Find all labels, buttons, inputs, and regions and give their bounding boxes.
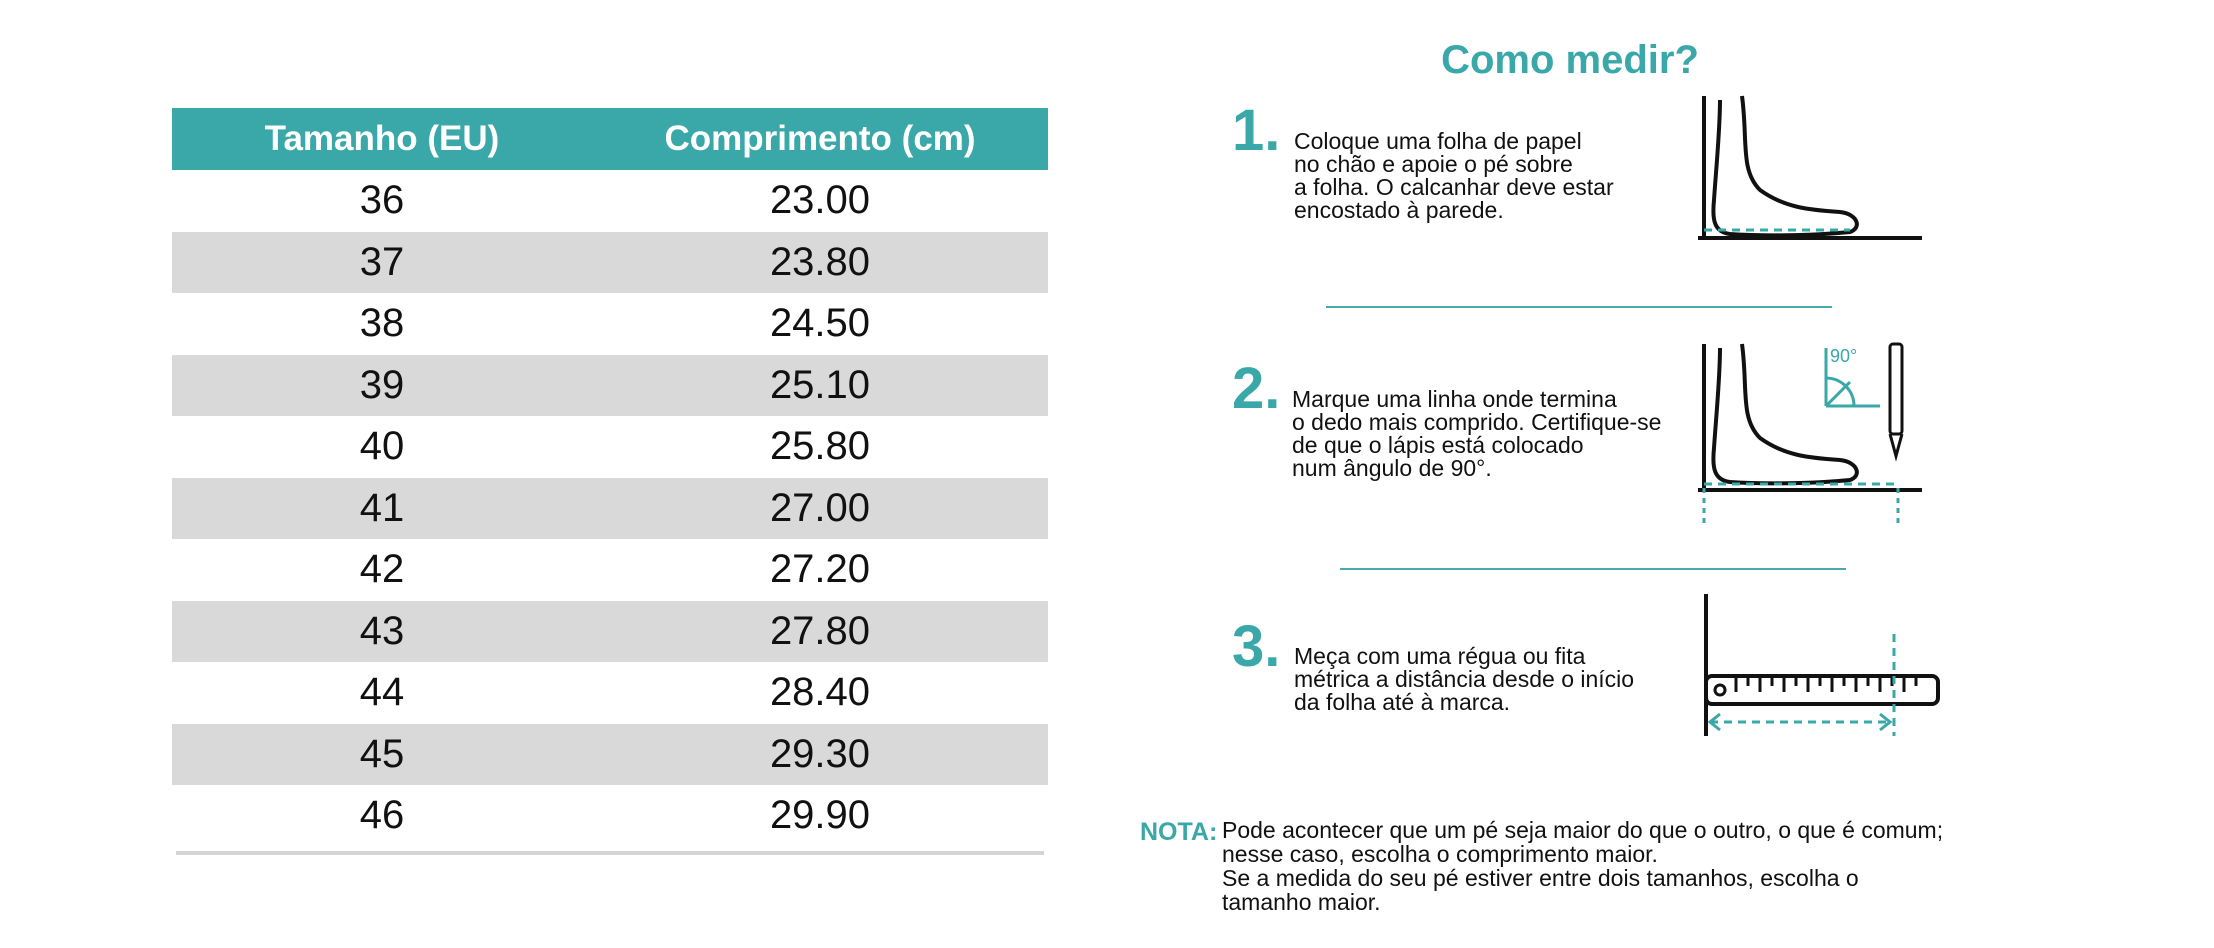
table-row — [172, 293, 1048, 355]
size-cell: 36 — [359, 178, 405, 223]
note-text: Pode acontecer que um pé seja maior do que o outro, o que é comum; nesse caso, escolha o comprimento maior. Se a medida do seu pé estiver entre dois tamanhos, escolha o tamanho maior. — [1222, 817, 1944, 915]
size-cell: 45 — [359, 731, 405, 776]
header-length: Comprimento (cm) — [664, 119, 976, 158]
length-cell: 28.40 — [769, 670, 871, 715]
table-row — [172, 355, 1048, 417]
step-1-text: Coloque uma folha de papel no chão e apoie o pé sobre a folha. O calcanhar deve estar encostado à parede. — [1294, 128, 1614, 223]
foot-against-wall-illustration — [1690, 90, 1930, 250]
length-cell: 27.00 — [769, 485, 871, 530]
size-cell: 37 — [359, 239, 405, 284]
size-cell: 40 — [359, 424, 405, 469]
table-bottom-rule — [176, 851, 1044, 855]
length-cell: 23.80 — [769, 239, 871, 284]
length-cell: 25.10 — [769, 362, 871, 407]
table-row — [172, 232, 1048, 294]
table-row — [172, 478, 1048, 540]
how-to-measure-title: Como medir? — [1441, 38, 1699, 82]
length-cell: 23.00 — [769, 178, 871, 223]
table-row — [172, 170, 1048, 232]
step-3-text: Meça com uma régua ou fita métrica a distância desde o início da folha até à marca. — [1294, 643, 1635, 715]
size-cell: 46 — [359, 793, 405, 838]
step-2-number: 2. — [1232, 356, 1281, 421]
table-row — [172, 662, 1048, 724]
step-2-text: Marque uma linha onde termina o dedo mais comprido. Certifique-se de que o lápis está colocado num ângulo de 90°. — [1292, 386, 1662, 481]
table-row — [172, 416, 1048, 478]
header-size: Tamanho (EU) — [264, 119, 500, 158]
size-cell: 43 — [359, 608, 405, 653]
foot-mark-illustration — [1690, 338, 1930, 528]
length-cell: 29.90 — [769, 793, 871, 838]
step-3-number: 3. — [1232, 614, 1281, 679]
size-table — [172, 108, 1048, 855]
separator-1 — [1326, 306, 1832, 308]
angle-label: 90° — [1830, 346, 1858, 366]
size-cell: 44 — [359, 670, 405, 715]
table-header — [172, 108, 1048, 170]
length-cell: 29.30 — [769, 731, 871, 776]
table-body — [172, 170, 1048, 847]
length-cell: 25.80 — [769, 424, 871, 469]
size-cell: 42 — [359, 547, 405, 592]
table-row — [172, 539, 1048, 601]
table-row — [172, 785, 1048, 847]
ruler-illustration — [1690, 590, 1950, 740]
length-cell: 27.80 — [769, 608, 871, 653]
length-cell: 27.20 — [769, 547, 871, 592]
note-label: NOTA: — [1140, 818, 1218, 846]
table-row — [172, 724, 1048, 786]
separator-2 — [1340, 568, 1846, 570]
size-cell: 38 — [359, 301, 405, 346]
step-1-number: 1. — [1232, 98, 1281, 163]
length-cell: 24.50 — [769, 301, 871, 346]
size-cell: 41 — [359, 485, 405, 530]
table-row — [172, 601, 1048, 663]
size-cell: 39 — [359, 362, 405, 407]
